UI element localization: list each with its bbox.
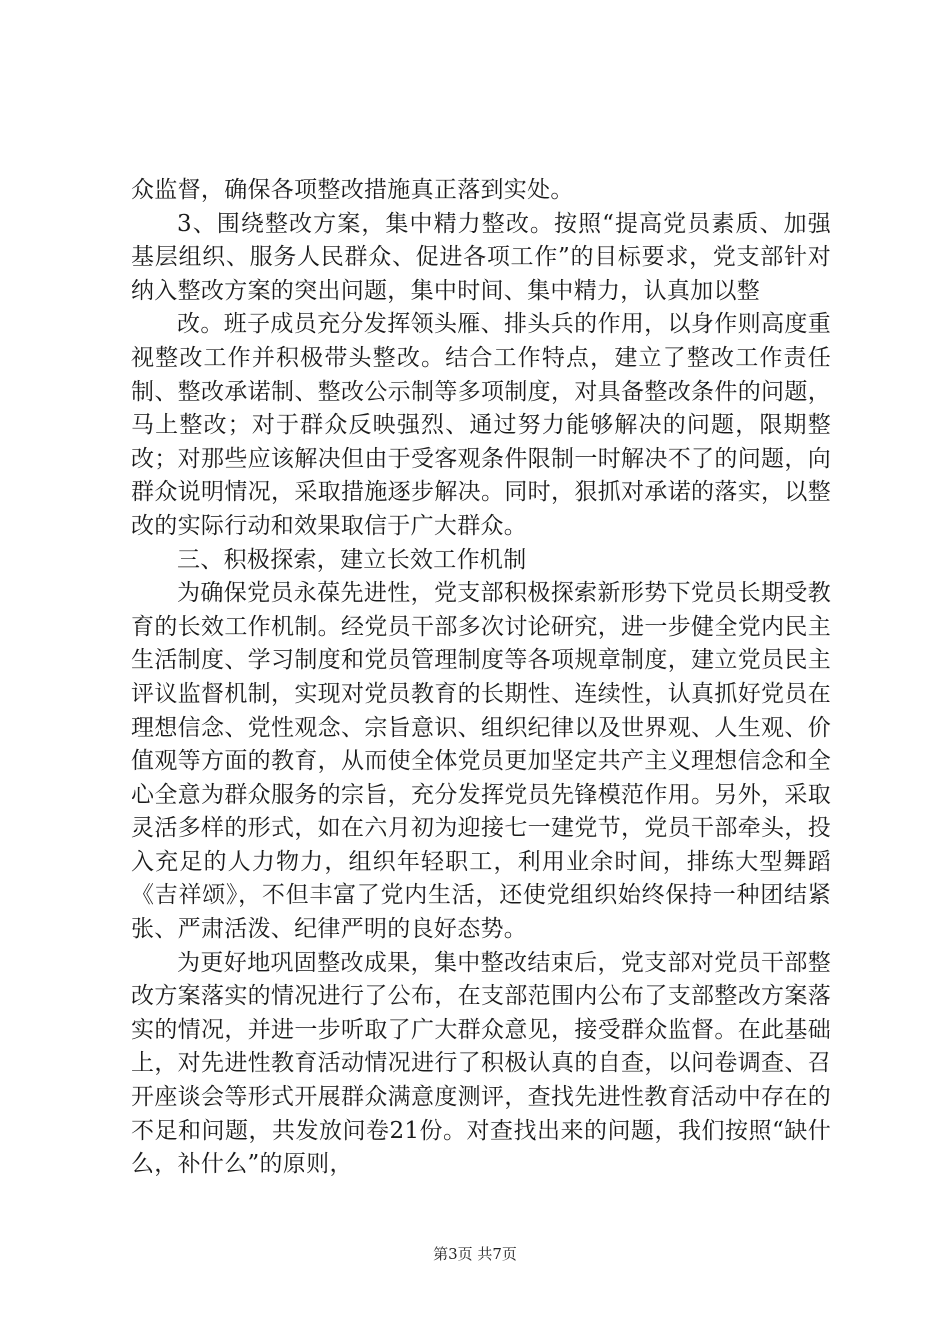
paragraph-6: 为更好地巩固整改成果，集中整改结束后，党支部对党员干部整改方案落实的情况进行了公布，在支部范围内公布了支部整改方案落实的情况，并进一步听取了广大群众意见，接受群众监督。在此基础上，对先进性教育活动情况进行了积极认真的自查，以问卷调查、召开座谈会等形式开展群众满意度测评，查找先进性教育活动中存在的不足和问题，共发放问卷21份。对查找出来的问题，我们按照“缺什么，补什么”的原则， (131, 949, 831, 1178)
document-body (131, 174, 831, 1182)
paragraph-3: 改。班子成员充分发挥领头雁、排头兵的作用，以身作则高度重视整改工作并积极带头整改。结合工作特点，建立了整改工作责任制、整改承诺制、整改公示制等多项制度，对具备整改条件的问题，马上整改；对于群众反映强烈、通过努力能够解决的问题，限期整改；对那些应该解决但由于受客观条件限制一时解决不了的问题，向群众说明情况，采取措施逐步解决。同时，狠抓对承诺的落实，以整改的实际行动和效果取信于广大群众。 (131, 311, 831, 539)
page-number-footer: 第3页 共7页 (433, 1245, 517, 1263)
paragraph-1: 众监督，确保各项整改措施真正落到实处。 (131, 177, 574, 203)
paragraph-2: 3、围绕整改方案，集中精力整改。按照“提高党员素质、加强基层组织、服务人民群众、促进各项工作”的目标要求，党支部针对纳入整改方案的突出问题，集中时间、集中精力，认真加以整 (131, 210, 831, 304)
section-heading: 三、积极探索，建立长效工作机制 (177, 546, 527, 573)
paragraph-5: 为确保党员永葆先进性，党支部积极探索新形势下党员长期受教育的长效工作机制。经党员干部多次讨论研究，进一步健全党内民主生活制度、学习制度和党员管理制度等各项规章制度，建立党员民主评议监督机制，实现对党员教育的长期性、连续性，认真抓好党员在理想信念、党性观念、宗旨意识、组织纪律以及世界观、人生观、价值观等方面的教育，从而使全体党员更加坚定共产主义理想信念和全心全意为群众服务的宗旨，充分发挥党员先锋模范作用。另外，采取灵活多样的形式，如在六月初为迎接七一建党节，党员干部牵头，投入充足的人力物力，组织年轻职工，利用业余时间，排练大型舞蹈《吉祥颂》，不但丰富了党内生活，还使党组织始终保持一种团结紧张、严肃活泼、纪律严明的良好态势。 (131, 580, 831, 943)
